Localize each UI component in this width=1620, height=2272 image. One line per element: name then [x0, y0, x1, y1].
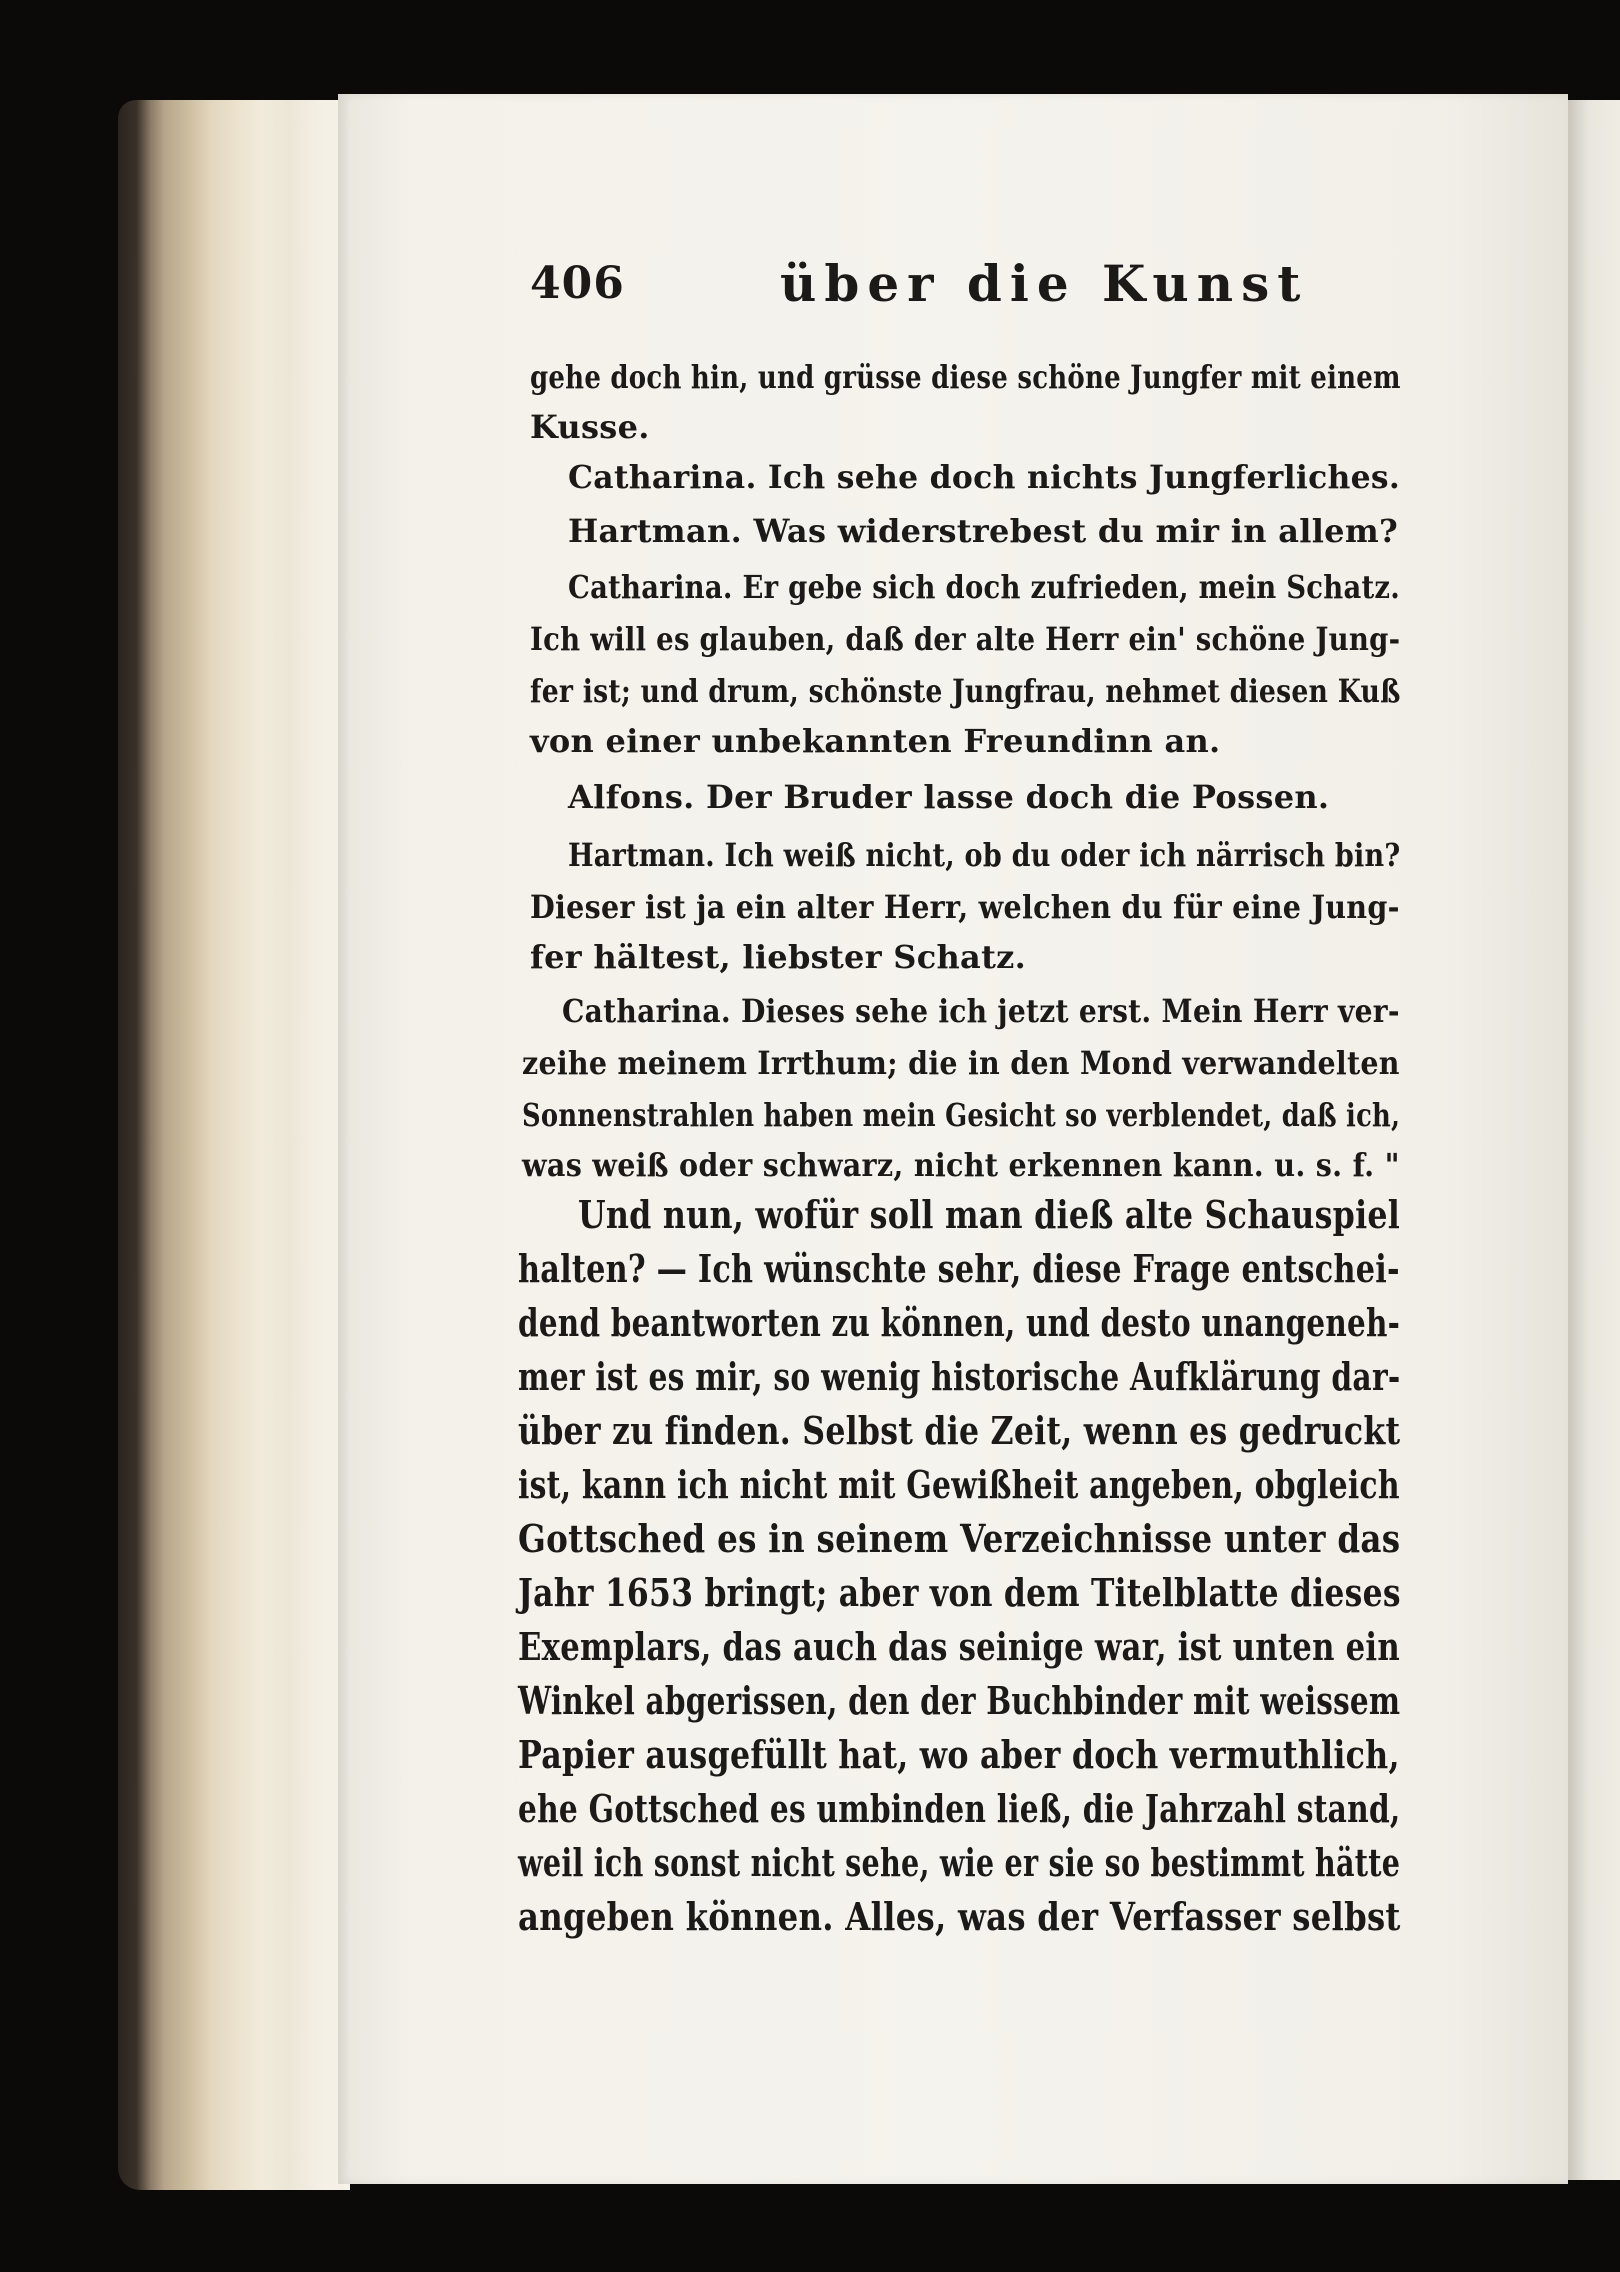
dialogue-line: Alfons. Der Bruder lasse doch die Possen. [568, 778, 1330, 816]
dialogue-line: fer hältest, liebster Schatz. [530, 938, 1027, 976]
body-line: Winkel abgerissen, den der Buchbinder mit weissem [518, 1678, 1401, 1723]
body-line: ist, kann ich nicht mit Gewißheit angeben, obgleich [518, 1462, 1400, 1507]
body-line: weil ich sonst nicht sehe, wie er sie so bestimmt hätte [518, 1840, 1401, 1885]
dialogue-line: Hartman. Was widerstrebest du mir in allem? [568, 512, 1399, 550]
dialogue-line: Catharina. Ich sehe doch nichts Jungferliches. [568, 458, 1401, 496]
body-line: Jahr 1653 bringt; aber von dem Titelblatte dieses [518, 1570, 1401, 1615]
dialogue-line: Hartman. Ich weiß nicht, ob du oder ich närrisch bin? [568, 836, 1401, 874]
dialogue-line: Catharina. Er gebe sich doch zufrieden, mein Schatz. [568, 568, 1401, 606]
dialogue-line: zeihe meinem Irrthum; die in den Mond verwandelten [522, 1044, 1400, 1082]
body-line: dend beantworten zu können, und desto unangeneh- [518, 1300, 1401, 1345]
dialogue-line: was weiß oder schwarz, nicht erkennen kann. u. s. f. " [522, 1146, 1400, 1184]
body-line: halten? — Ich wünschte sehr, diese Frage entschei- [518, 1246, 1400, 1291]
dialogue-line: von einer unbekannten Freundinn an. [530, 722, 1221, 760]
dialogue-line: Sonnenstrahlen haben mein Gesicht so verblendet, daß ich, [522, 1096, 1401, 1134]
page-header [530, 254, 1420, 328]
body-line: über zu finden. Selbst die Zeit, wenn es gedruckt [518, 1408, 1401, 1453]
body-line: Exemplars, das auch das seinige war, ist unten ein [518, 1624, 1400, 1669]
facing-page-edge [1568, 100, 1620, 2180]
dialogue-line: Dieser ist ja ein alter Herr, welchen du für eine Jung- [530, 888, 1400, 926]
page-edges [118, 100, 350, 2190]
body-line: mer ist es mir, so wenig historische Aufklärung dar- [518, 1354, 1401, 1399]
running-title: über die Kunst [780, 254, 1309, 313]
dialogue-line: Catharina. Dieses sehe ich jetzt erst. Mein Herr ver- [562, 992, 1400, 1030]
body-line: Gottsched es in seinem Verzeichnisse unter das [518, 1516, 1401, 1561]
dialogue-line: fer ist; und drum, schönste Jungfrau, nehmet diesen Kuß [530, 672, 1401, 710]
body-line: ehe Gottsched es umbinden ließ, die Jahrzahl stand, [518, 1786, 1401, 1831]
body-line: Und nun, wofür soll man dieß alte Schauspiel [578, 1192, 1401, 1237]
dialogue-line: Kusse. [530, 408, 650, 446]
dialogue-line: gehe doch hin, und grüsse diese schöne Jungfer mit einem [530, 358, 1401, 396]
body-line: Papier ausgefüllt hat, wo aber doch vermuthlich, [518, 1732, 1400, 1777]
dialogue-line: Ich will es glauben, daß der alte Herr ein' schöne Jung- [530, 620, 1401, 658]
page-number: 406 [530, 258, 625, 309]
body-line: angeben können. Alles, was der Verfasser selbst [518, 1894, 1401, 1939]
